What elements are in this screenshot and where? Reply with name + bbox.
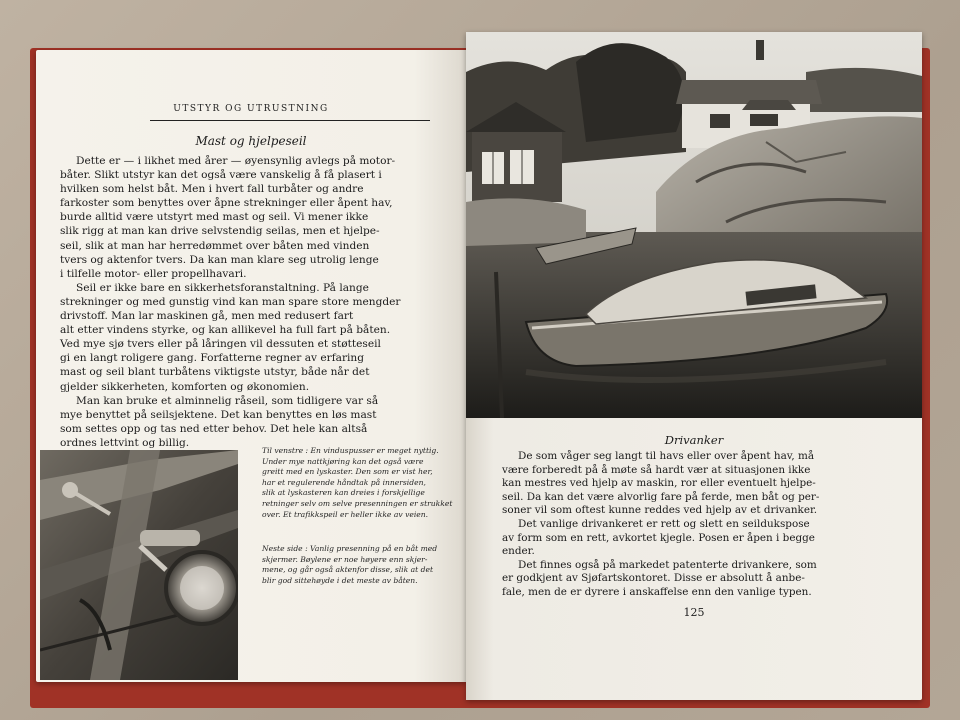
body-line: som settes opp og tas ned etter behov. Det hele kan altså [60, 422, 368, 435]
caption-line: skjermer. Bøylene er noe høyere enn skjer- [262, 554, 428, 564]
searchlight-photo-icon [40, 450, 238, 680]
body-line: seil, slik at man har herredømmet over båten med vinden [60, 239, 370, 252]
body-line: Seil er ikke bare en sikkerhetsforanstaltning. På lange [76, 281, 369, 294]
body-line: er godkjent av Sjøfartskontoret. Disse er absolutt å anbe- [502, 572, 805, 585]
caption-line: Neste side : Vanlig presenning på en båt med [262, 544, 438, 553]
caption-left-photo [262, 446, 462, 520]
body-line: hvilken som helst båt. Men i hvert fall turbåter og andre [60, 183, 364, 196]
body-line: fale, men de er dyrere i anskaffelse enn den vanlige typen. [502, 585, 812, 598]
body-line: drivstoff. Man lar maskinen gå, men med redusert fart [60, 310, 354, 323]
body-line: De som våger seg langt til havs eller over åpent hav, må [518, 450, 815, 462]
body-line: kan mestres ved hjelp av maskin, ror eller eventuelt hjelpe- [502, 477, 816, 490]
body-line: ender. [502, 545, 535, 558]
body-line: Man kan bruke et alminnelig råseil, som tidligere var så [76, 394, 379, 407]
caption-line: greitt med en lyskaster. Den som er vist her, [262, 467, 433, 477]
right-page [466, 32, 922, 700]
boat-harbor-photo-icon [466, 32, 922, 418]
left-page [36, 50, 466, 682]
body-line: være forberedt på å møte så hardt vær at situasjonen ikke [502, 463, 811, 476]
section-title-mast: Mast og hjelpeseil [195, 134, 307, 148]
body-line: Dette er — i likhet med årer — øyensynlig avlegs på motor- [76, 155, 396, 167]
body-line: seil. Da kan det være alvorlig fare på ferde, men båt og per- [502, 490, 820, 503]
body-line: tvers og aktenfor tvers. Da kan man klare seg utrolig lenge [60, 253, 379, 266]
body-line: soner vil som oftest kunne reddes ved hjelp av et drivanker. [502, 504, 818, 517]
body-line: burde alltid være utstyrt med mast og seil. Vi mener ikke [60, 211, 369, 224]
body-line: alt etter vindens styrke, og kan allikevel ha full fart på båten. [60, 324, 391, 337]
caption-line: Under mye nattkjøring kan det også være [262, 456, 424, 466]
page-number: 125 [683, 606, 705, 619]
caption-line: over. Et trafikkspeil er heller ikke av veien. [262, 509, 429, 519]
searchlight-photo [40, 450, 238, 680]
body-line: ordnes lettvint og billig. [60, 436, 190, 449]
running-head: UTSTYR OG UTRUSTNING [173, 104, 329, 114]
body-line: i tilfelle motor- eller propellhavari. [60, 267, 247, 280]
body-line: av form som en rett, avkortet kjegle. Posen er åpen i begge [502, 531, 815, 544]
body-line: Ved mye sjø tvers eller på låringen vil dessuten et støtteseil [60, 338, 381, 351]
caption-line: mene, og går også aktenfor disse, slik at det [262, 565, 434, 575]
section-title-drivanker: Drivanker [664, 433, 724, 447]
left-body-text [60, 154, 452, 450]
body-line: strekninger og med gunstig vind kan man spare store mengder [60, 295, 401, 308]
body-line: mast og seil blant turbåtens viktigste utstyr, både når det [60, 366, 370, 379]
body-line: mye benyttet på seilsjektene. Det kan benyttes en løs mast [60, 408, 377, 421]
body-line: Det vanlige drivankeret er rett og slett en seildukspose [518, 517, 810, 530]
body-line: gi en langt roligere gang. Forfatterne regner av erfaring [60, 352, 365, 365]
caption-line: retninger selv om selve presenningen er strukket [262, 498, 453, 508]
caption-line: blir god sittehøyde i det meste av båten. [262, 575, 418, 585]
caption-next-page [262, 544, 462, 586]
right-body-text [502, 450, 906, 600]
boat-harbor-photo [466, 32, 922, 418]
caption-line: har et regulerende håndtak på innersiden, [262, 477, 426, 487]
body-line: farkoster som benyttes over åpne strekninger eller åpent hav, [60, 197, 393, 210]
running-head-rule [150, 120, 430, 121]
body-line: slik rigg at man kan drive selvstendig seilas, men et hjelpe- [60, 225, 380, 238]
body-line: Det finnes også på markedet patenterte drivankere, som [518, 558, 817, 571]
caption-line: Til venstre : En vinduspusser er meget nyttig. [262, 446, 439, 455]
body-line: båter. Slikt utstyr kan det også være vanskelig å få plasert i [60, 169, 382, 182]
body-line: gjelder sikkerheten, komforten og økonomien. [60, 380, 310, 393]
caption-line: slik at lyskasteren kan dreies i forskjellige [262, 488, 425, 498]
